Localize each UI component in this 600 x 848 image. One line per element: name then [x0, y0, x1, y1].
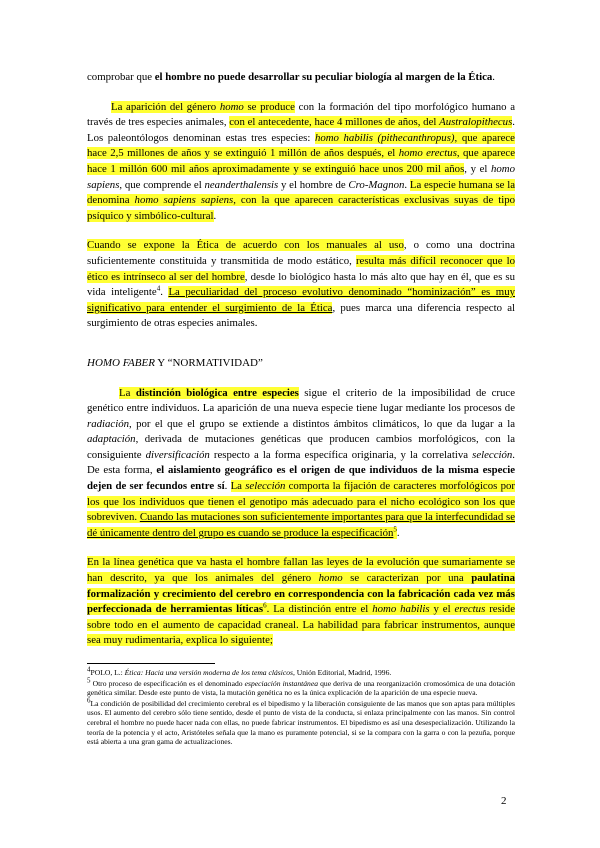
text-run: , desde lo biológico hasta lo más alto que hay en él, que es su vida inteligente [87, 270, 515, 299]
text-run: La especie humana se la denomina [87, 178, 516, 207]
text-run: respecto a la forma específica originaria, y la correlativa [209, 448, 473, 461]
paragraph-1 [87, 70, 515, 86]
text-run: La [119, 386, 136, 399]
highlight-run [111, 101, 295, 113]
page-number: 2 [501, 795, 507, 807]
text-run: y el hombre de [278, 178, 349, 191]
bold-text: el aislamiento geográfico es el origen de que individuos de la misma especie dejen de ser fecundos entre sí [87, 464, 516, 493]
text-run: . La distinción entre el [266, 603, 373, 616]
bold-text: el hombre no puede desarrollar su peculiar biología al margen de la Ética [154, 71, 493, 83]
text-run: , que aparece hace 1 millón 600 mil años aproximadamente y se extinguió hace unos 200 mil años [87, 147, 515, 175]
highlight-run: Cuando se expone la Ética de acuerdo con los manuales al uso [87, 239, 404, 252]
text-run: , con la que aparecen características exclusivas suyas de tipo psíquico y simbólico-cultural [87, 194, 515, 222]
text-run: . [254, 317, 258, 330]
highlight-underline-run: La peculiaridad del proceso evolutivo denominado “hominización” es muy significativo para entender el surgimiento de la Ética [87, 286, 515, 314]
bold-text: paulatina formalización y crecimiento del cerebro en correspondencia con la fabricación cada vez más perfeccionada de herramientas líticas [87, 572, 515, 616]
italic-text: Cro-Magnon [348, 178, 405, 191]
footnote-5 [87, 676, 515, 698]
text-run: . [512, 116, 515, 129]
text-run: , que comprende el [119, 178, 205, 191]
text-run: La [230, 480, 246, 493]
text-run: . [492, 71, 495, 83]
highlight-run [119, 387, 299, 399]
text-run: y el [429, 603, 455, 616]
paragraph-2 [87, 100, 515, 225]
italic-text: homo sapiens sapiens [134, 194, 234, 207]
footnote-ref: 4 [156, 284, 161, 293]
text-run: con la formación del tipo morfológico humano a través de tres especies animales, [87, 100, 516, 129]
italic-text: Australopithecus [439, 116, 513, 129]
text-run: , Unión Editorial, Madrid, 1996. [292, 668, 392, 677]
text-run: . [224, 480, 231, 493]
italic-text: radiación [87, 417, 129, 430]
footnote-ref: 5 [393, 525, 397, 534]
highlight-run: resulta más difícil reconocer que lo ético es intrínseco al ser del hombre [87, 254, 515, 283]
italic-text: homo [219, 100, 244, 113]
text-run: POLO, L.: [90, 668, 125, 677]
text-run: , y el [464, 162, 491, 175]
italic-text: homo erectus [398, 147, 457, 160]
italic-text: adaptación [87, 433, 136, 446]
text-run: . [160, 286, 169, 299]
footnote-number: 4 [87, 665, 91, 674]
highlight-run [229, 116, 512, 128]
italic-text: selección [245, 480, 286, 493]
footnote-4 [87, 665, 515, 678]
text-run: La condición de posibilidad del crecimiento cerebral es el bipedismo y la liberación consiguiente de las manos que son aptas para múltiples usos. El aumento del cerebro sólo tiene sentido, desde el punto de vista de la conducta, si enlaza principalmente con las manos. Sin control cerebral el hombre no puede hacer nada con ellas, no puede fabricar instrumentos. El bipedismo es así una desespecialización. Utilizando la teoría de la potencia y el acto, Aristóteles señala que la mano es puramente potencial, si se la compara con la garra o con la pezuña, porque está abierta a una gran gama de actualizaciones. [87, 698, 515, 747]
paragraph-5 [87, 555, 515, 649]
footnote-6 [87, 696, 515, 747]
text-run: La aparición del género [111, 100, 220, 113]
highlight-run [87, 556, 515, 646]
italic-text: selección [472, 448, 513, 461]
text-run: reside sobre todo en el aumento de capacidad craneal. La habilidad para fabricar instrumentos, aunque sea muy rudimentaria, explica lo siguiente; [87, 603, 515, 647]
footnote-number: 6 [87, 696, 91, 705]
italic-text: homo sapiens [87, 162, 515, 191]
italic-text: erectus [454, 603, 486, 616]
text-run: . [213, 209, 217, 222]
footnote-divider [87, 663, 215, 664]
heading-rest: Y “NORMATIVIDAD” [154, 356, 263, 369]
text-run: comprobar que [87, 71, 155, 83]
bold-text: distinción biológica entre especies [135, 386, 299, 399]
text-run: Los paleontólogos denominan estas tres especies: [87, 131, 315, 144]
page-body [87, 70, 515, 649]
text-run: , que aparece hace 2,5 millones de años y se extinguió 1 millón de años después, el [87, 131, 515, 160]
footnote-number: 5 [87, 676, 91, 685]
text-run: comporta la fijación de caracteres morfológicos por los que los individuos que tienen el genotipo más adecuado para el nicho ecológico son los que sobreviven. [87, 480, 515, 524]
underline-text: Cuando las mutaciones son suficientemente importantes para que la interfecundidad se dé únicamente dentro del grupo es cuando se produce la especificación [87, 511, 515, 539]
text-run: que deriva de una reorganización cromosómica de una dotación genética similar. Desde este punto de vista, la mutación genética no es la única explicación de la aparición de una especie nueva. [87, 678, 515, 698]
italic-text: diversificación [145, 448, 210, 461]
text-run: , por el que el grupo se extiende a distintos ámbitos climáticos, lo que da lugar a la [129, 417, 515, 430]
text-run: se caracterizan por una [342, 572, 472, 585]
paragraph-3 [87, 238, 515, 332]
text-run: se produce [243, 100, 295, 113]
italic-text: homo [318, 572, 343, 585]
italic-text: especiación instantánea [244, 678, 319, 688]
text-run: sigue el criterio de la imposibilidad de cruce genético entre individuos [87, 386, 515, 415]
italic-text: neanderthalensis [204, 178, 279, 191]
text-run: . [404, 178, 410, 191]
text-run: , derivada de mutaciones genéticas que producen cambios morfológicos, con la consiguiente [87, 433, 515, 461]
paragraph-4 [87, 386, 515, 542]
heading-italic: HOMO FABER [87, 356, 155, 369]
italic-text: Ética: Hacia una versión moderna de los tema clásicos [124, 668, 293, 677]
italic-text: homo habilis (pithecanthropus) [314, 131, 455, 144]
text-run: . [396, 526, 400, 539]
text-run: con el antecedente, hace 4 millones de años, del [229, 116, 440, 129]
text-run: En la línea genética que va hasta el hombre fallan las leyes de la evolución que sumariamente se han descrito, ya que los animales del género [87, 556, 515, 585]
text-run: . De esta forma, [87, 448, 515, 477]
italic-text: homo habilis [372, 603, 430, 616]
text-run: , pues marca una diferencia respecto al surgimiento de otras especies animales [87, 301, 515, 330]
footnote-ref: 6 [263, 601, 267, 610]
text-run: Otro proceso de especificación es el denominado [90, 678, 245, 688]
section-heading [87, 356, 515, 372]
footnotes [87, 665, 515, 748]
text-run: . La aparición de una nueva especie tiene lugar mediante los procesos de [196, 402, 515, 415]
text-run: , o como una doctrina suficientemente constituida y transmitida de modo estático, [87, 239, 515, 267]
